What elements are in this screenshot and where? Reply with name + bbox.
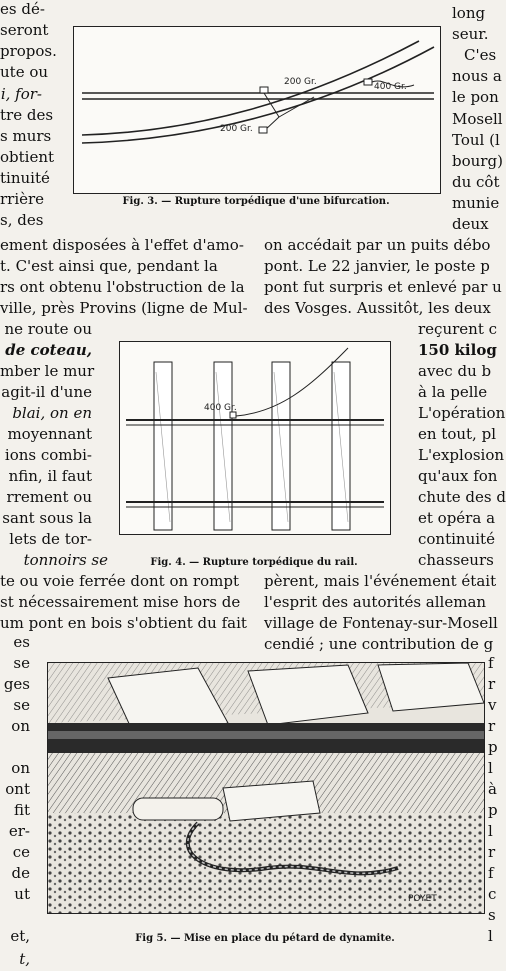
text-line: nous a	[452, 67, 502, 85]
text-line: l	[488, 822, 493, 840]
text-line: nfin, il faut	[8, 467, 92, 485]
text-line: ges	[3, 675, 30, 693]
text-line: 150 kilog	[418, 341, 497, 359]
text-line: ne route ou	[4, 320, 92, 338]
bifurcation-diagram	[74, 27, 440, 193]
dynamite-illustration	[48, 663, 484, 913]
text-line: Toul (l	[452, 131, 500, 149]
text-line: et,	[10, 927, 30, 945]
text-line: ement disposées à l'effet d'amo-	[0, 236, 244, 254]
text-line: seront	[0, 21, 49, 39]
text-line: reçurent c	[418, 320, 498, 338]
text-line: p	[488, 738, 498, 756]
text-line: c	[488, 885, 497, 903]
text-line: et opéra a	[418, 509, 496, 527]
text-line: tinuité	[0, 169, 50, 187]
text-line: on	[11, 717, 30, 735]
text-line: C'es	[464, 46, 497, 64]
text-line: p	[488, 801, 498, 819]
rail-diagram	[120, 342, 390, 534]
text-line: v	[488, 696, 497, 714]
text-line: r	[488, 843, 496, 861]
text-line: l	[488, 927, 493, 945]
text-line: es dé-	[0, 0, 45, 18]
text-line: rs ont obtenu l'obstruction de la	[0, 278, 245, 296]
text-line: ville, près Provins (ligne de Mul-	[0, 299, 248, 317]
artist-signature: POYET	[408, 894, 437, 904]
text-line: on accédait par un puits débo	[264, 236, 491, 254]
text-line: rrement ou	[6, 488, 92, 506]
text-line: du côt	[452, 173, 500, 191]
text-line: village de Fontenay-sur-Mosell	[264, 614, 498, 632]
text-line: seur.	[452, 25, 489, 43]
text-line: ions combi-	[4, 446, 92, 464]
text-line: se	[13, 654, 30, 672]
text-line: qu'aux fon	[418, 467, 498, 485]
text-line: lets de tor-	[9, 530, 92, 548]
text-line: pont fut surpris et enlevé par u	[264, 278, 502, 296]
figure-3-caption: Fig. 3. — Rupture torpédique d'une bifurcation.	[122, 196, 390, 207]
text-line: s	[488, 906, 496, 924]
text-line: chasseurs	[418, 551, 494, 569]
text-line: agit-il d'une	[1, 383, 92, 401]
text-line: en tout, pl	[418, 425, 496, 443]
text-line: des Vosges. Aussitôt, les deux	[264, 299, 491, 317]
text-line: sant sous la	[2, 509, 92, 527]
text-line: le pon	[452, 88, 499, 106]
text-line: L'explosion	[418, 446, 505, 464]
text-line: long	[452, 4, 486, 22]
text-line: obtient	[0, 148, 55, 166]
text-line: ont	[5, 780, 30, 798]
text-line: continuité	[418, 530, 495, 548]
text-line: propos.	[0, 42, 57, 60]
text-line: r	[488, 717, 496, 735]
text-line: munie	[452, 194, 500, 212]
text-line: bourg)	[452, 152, 503, 170]
text-line: deux	[452, 215, 489, 233]
text-line: tonnoirs se	[23, 551, 108, 569]
text-line: de	[11, 864, 30, 882]
figure-5-caption: Fig 5. — Mise en place du pétard de dynamite.	[135, 933, 395, 944]
text-line: um pont en bois s'obtient du fait	[0, 614, 247, 632]
text-line: fit	[13, 801, 30, 819]
text-line: t,	[19, 950, 30, 968]
text-line: f	[488, 654, 494, 672]
charge-label: 400 Gr.	[204, 403, 237, 413]
text-line: es	[13, 633, 30, 651]
text-line: pèrent, mais l'événement était	[264, 572, 497, 590]
text-line: de coteau,	[5, 341, 92, 359]
text-line: i, for-	[0, 85, 42, 103]
text-line: l'esprit des autorités alleman	[264, 593, 487, 611]
text-line: t. C'est ainsi que, pendant la	[0, 257, 218, 275]
text-line: ut	[14, 885, 30, 903]
text-line: l	[488, 759, 493, 777]
figure-3	[73, 26, 441, 194]
charge-label: 400 Gr.	[374, 82, 407, 92]
text-line: te ou voie ferrée dont on rompt	[0, 572, 239, 590]
text-line: à	[488, 780, 497, 798]
text-line: cendié ; une contribution de g	[264, 635, 494, 653]
text-line: st nécessairement mise hors de	[0, 593, 241, 611]
text-line: s, des	[0, 211, 44, 229]
text-line: on	[11, 759, 30, 777]
text-line: à la pelle	[418, 383, 488, 401]
text-line: er-	[8, 822, 30, 840]
text-line: avec du b	[418, 362, 492, 380]
figure-4-caption: Fig. 4. — Rupture torpédique du rail.	[150, 557, 358, 568]
text-line: Mosell	[452, 110, 503, 128]
text-line: pont. Le 22 janvier, le poste p	[264, 257, 490, 275]
text-line: tre des	[0, 106, 54, 124]
text-line: mber le mur	[0, 362, 95, 380]
figure-4	[119, 341, 391, 535]
text-line: ute ou	[0, 63, 49, 81]
text-line: blai, on en	[12, 404, 92, 422]
text-line: r	[488, 675, 496, 693]
text-line: f	[488, 864, 494, 882]
text-line: moyennant	[7, 425, 92, 443]
text-line: rrière	[0, 190, 45, 208]
text-line: s murs	[0, 127, 52, 145]
text-line: se	[13, 696, 30, 714]
text-line: chute des d	[418, 488, 506, 506]
charge-label: 200 Gr.	[220, 124, 253, 134]
figure-5	[47, 662, 485, 914]
text-line: L'opération	[418, 404, 506, 422]
charge-label: 200 Gr.	[284, 77, 317, 87]
text-line: ce	[12, 843, 30, 861]
